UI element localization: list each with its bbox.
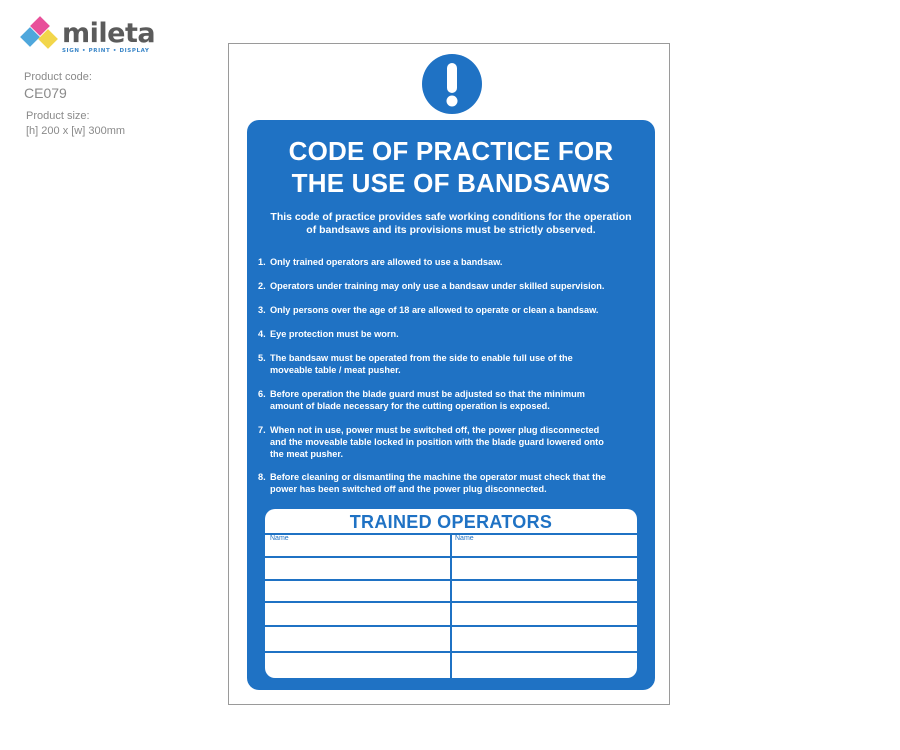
rule-text-line: the meat pusher. (270, 449, 344, 459)
rule-text (270, 471, 648, 495)
rule-number: 7. (258, 425, 266, 435)
rule-text-line: amount of blade necessary for the cutting operation is exposed. (270, 401, 550, 411)
column-header-name-right: Name (455, 535, 474, 542)
rule-text (270, 256, 648, 268)
rule-text-line: moveable table / meat pusher. (270, 365, 401, 375)
rule-text-line: Before cleaning or dismantling the machine the operator must check that the (270, 472, 606, 482)
sign-title (247, 135, 655, 199)
rule-text-line: Operators under training may only use a bandsaw under skilled supervision. (270, 281, 605, 291)
logo-word: mileta (62, 17, 156, 49)
exclamation-mandatory-icon (422, 54, 482, 114)
rule-item (258, 471, 648, 495)
rule-text-line: power has been switched off and the power plug disconnected. (270, 484, 547, 494)
sign-intro (265, 211, 637, 237)
rule-text-line: Before operation the blade guard must be adjusted so that the minimum (270, 389, 585, 399)
rule-number: 3. (258, 305, 266, 315)
trained-operators-title: TRAINED OPERATORS (349, 512, 553, 532)
rule-text-line: The bandsaw must be operated from the side to enable full use of the (270, 353, 573, 363)
diamond-logo-icon (20, 18, 60, 56)
trained-operators-box (265, 509, 637, 678)
rule-text (270, 304, 648, 316)
rule-number: 5. (258, 353, 266, 363)
rule-text (270, 388, 648, 412)
rule-item (258, 256, 648, 268)
column-header-name-left: Name (270, 535, 289, 542)
table-column-divider (450, 533, 452, 678)
rule-item (258, 388, 648, 412)
exclamation-glyph (422, 54, 482, 114)
brand-logo (20, 18, 200, 56)
sign-title-line-1: CODE OF PRACTICE FOR (288, 136, 614, 166)
product-code-label: Product code: (24, 71, 92, 83)
product-size-label: Product size: (26, 110, 90, 122)
sign-panel (247, 120, 655, 690)
rule-item (258, 328, 648, 340)
rule-item (258, 304, 648, 316)
rule-item (258, 352, 648, 376)
trained-operators-table (265, 533, 637, 678)
sign-intro-line-1: This code of practice provides safe working conditions for the operation (270, 211, 632, 223)
rule-number: 1. (258, 257, 266, 267)
rule-number: 2. (258, 281, 266, 291)
rule-text-line: Eye protection must be worn. (270, 329, 399, 339)
rule-text-line: When not in use, power must be switched off, the power plug disconnected (270, 425, 600, 435)
rule-item (258, 280, 648, 292)
rule-text (270, 280, 648, 292)
rule-item (258, 424, 648, 460)
sign-intro-line-2: of bandsaws and its provisions must be strictly observed. (306, 224, 596, 236)
rule-text-line: and the moveable table locked in position with the blade guard lowered onto (270, 437, 604, 447)
rule-text (270, 328, 648, 340)
rule-number: 6. (258, 389, 266, 399)
rule-number: 8. (258, 472, 266, 482)
rule-text-line: Only persons over the age of 18 are allowed to operate or clean a bandsaw. (270, 305, 599, 315)
rule-text-line: Only trained operators are allowed to use a bandsaw. (270, 257, 503, 267)
product-size-value: [h] 200 x [w] 300mm (26, 125, 126, 137)
rule-text (270, 352, 648, 376)
rule-number: 4. (258, 329, 266, 339)
sign-title-line-2: THE USE OF BANDSAWS (291, 168, 611, 198)
rule-text (270, 424, 648, 460)
logo-tagline: SIGN • PRINT • DISPLAY (62, 47, 150, 54)
product-code-value: CE079 (24, 85, 67, 101)
